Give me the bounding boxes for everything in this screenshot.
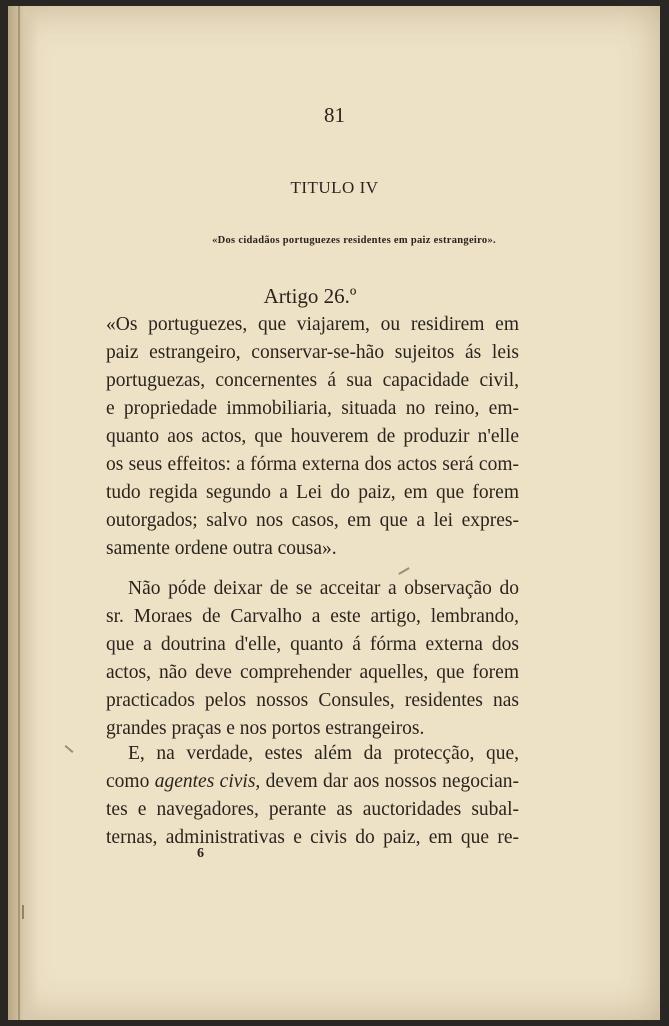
paragraph-line <box>106 768 519 796</box>
paragraph-line: Não póde deixar de se acceitar a observação do <box>128 578 519 599</box>
paragraph-line: actos, não deve comprehender aquelles, que forem <box>106 662 519 683</box>
paragraph-line: sr. Moraes de Carvalho a este artigo, lembrando, <box>106 606 519 627</box>
article-line: «Os portuguezes, que viajarem, ou residirem em <box>106 314 519 335</box>
article-line: portuguezas, concernentes á sua capacidade civil, <box>106 370 519 391</box>
article-line: paiz estrangeiro, conservar-se-hão sujeitos ás leis <box>106 342 519 363</box>
paragraph-line: ternas, administrativas e civis do paiz, em que re- <box>106 827 519 848</box>
title-subtitle: «Dos cidadãos portuguezes residentes em paiz estrangeiro». <box>212 235 496 246</box>
article-line: outorgados; salvo nos casos, em que a lei expres- <box>106 510 519 531</box>
paragraph-line: tes e navegadores, perante as auctoridades subal- <box>106 799 519 820</box>
article-line: tudo regida segundo a Lei do paiz, em que forem <box>106 482 519 503</box>
article-line: e propriedade immobiliaria, situada no reino, em- <box>106 398 519 419</box>
article-heading: Artigo 26.º <box>263 284 357 308</box>
line-text: como <box>106 771 155 792</box>
paragraph-line: que a doutrina d'elle, quanto á fórma externa dos <box>106 634 519 655</box>
paragraph-line: practicados pelos nossos Consules, residentes nas <box>106 690 519 711</box>
binding-gutter <box>8 6 38 1020</box>
article-line: os seus effeitos: a fórma externa dos actos será com- <box>106 454 519 475</box>
signature-mark: 6 <box>197 846 204 861</box>
article-line: quanto aos actos, que houverem de produzir n'elle <box>106 426 519 447</box>
page-number: 81 <box>324 103 345 127</box>
article-line: samente ordene outra cousa». <box>106 538 337 559</box>
title-heading: TITULO IV <box>290 178 379 197</box>
ink-speck <box>22 905 24 919</box>
paragraph-line: grandes praças e nos portos estrangeiros. <box>106 718 425 739</box>
binding-fold <box>18 6 20 1020</box>
paragraph-line: E, na verdade, estes além da protecção, que, <box>128 743 519 764</box>
line-text: devem dar aos nossos negocian- <box>260 771 520 792</box>
italic-term: agentes civis, <box>154 771 261 792</box>
